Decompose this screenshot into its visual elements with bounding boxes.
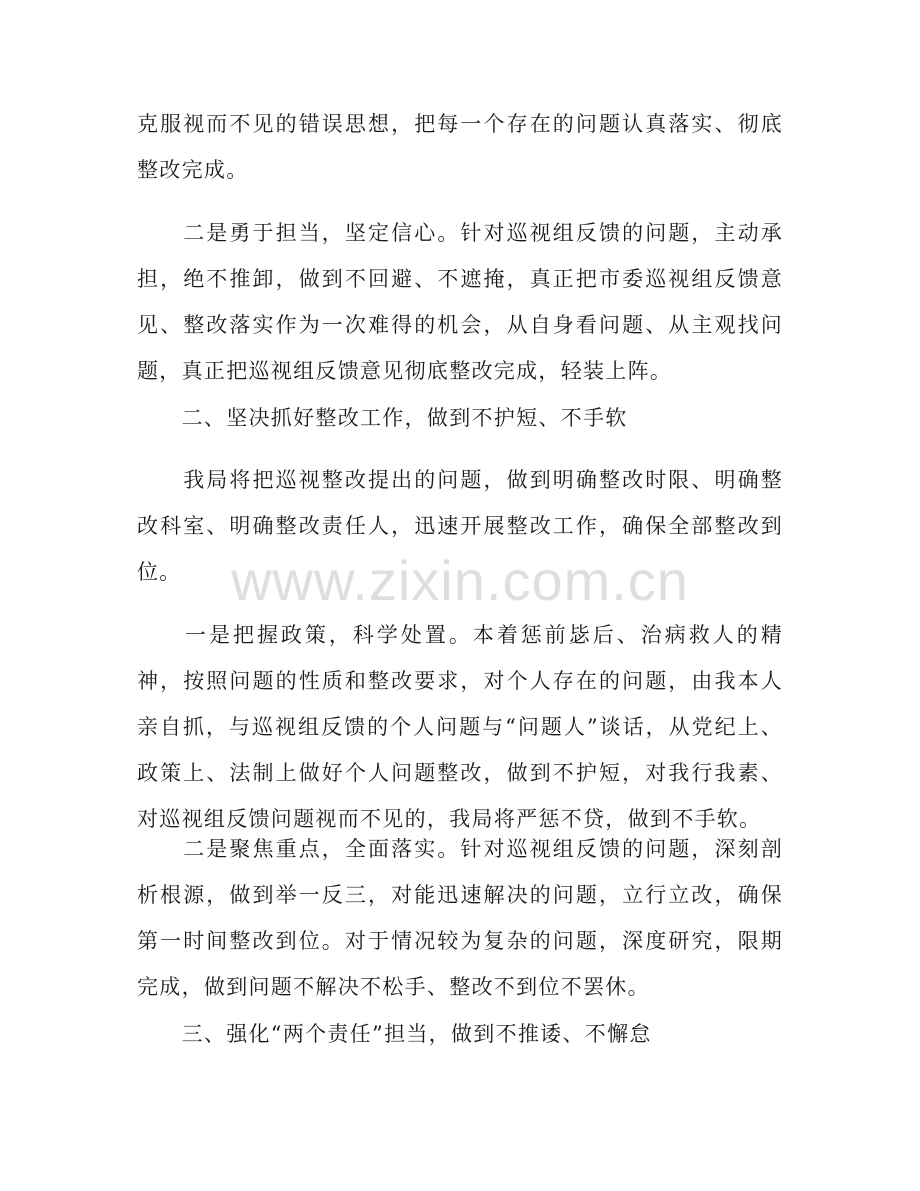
paragraph-1: 克服视而不见的错误思想，把每一个存在的问题认真落实、彻底整改完成。 [137,112,783,182]
section-heading-3: 三、强化“两个责任”担当，做到不推诿、不懈怠 [137,1022,652,1046]
paragraph-3: 我局将把巡视整改提出的问题，做到明确整改时限、明确整改科室、明确整改责任人，迅速开展整改工作，确保全部整改到位。 [137,468,783,584]
paragraph-4: 一是把握政策，科学处置。本着惩前毖后、治病救人的精神，按照问题的性质和整改要求，对个人存在的问题，由我本人亲自抓，与巡视组反馈的个人问题与“问题人”谈话，从党纪上、政策上、法制上做好个人问题整改，做到不护短，对我行我素、对巡视组反馈问题视而不见的，我局将严惩不贷，做到不手软。 [137,623,783,831]
watermark: www.zixin.com.cn [231,549,689,612]
section-heading-2: 二、坚决抓好整改工作，做到不护短、不手软 [137,406,628,430]
paragraph-2: 二是勇于担当，坚定信心。针对巡视组反馈的问题，主动承担，绝不推卸，做到不回避、不遮掩，真正把市委巡视组反馈意见、整改落实作为一次难得的机会，从自身看问题、从主观找问题，真正把巡视组反馈意见彻底整改完成，轻装上阵。 [137,221,783,383]
paragraph-5: 二是聚焦重点，全面落实。针对巡视组反馈的问题，深刻剖析根源，做到举一反三，对能迅速解决的问题，立行立改，确保第一时间整改到位。对于情况较为复杂的问题，深度研究，限期完成，做到问题不解决不松手、整改不到位不罢休。 [137,837,783,999]
